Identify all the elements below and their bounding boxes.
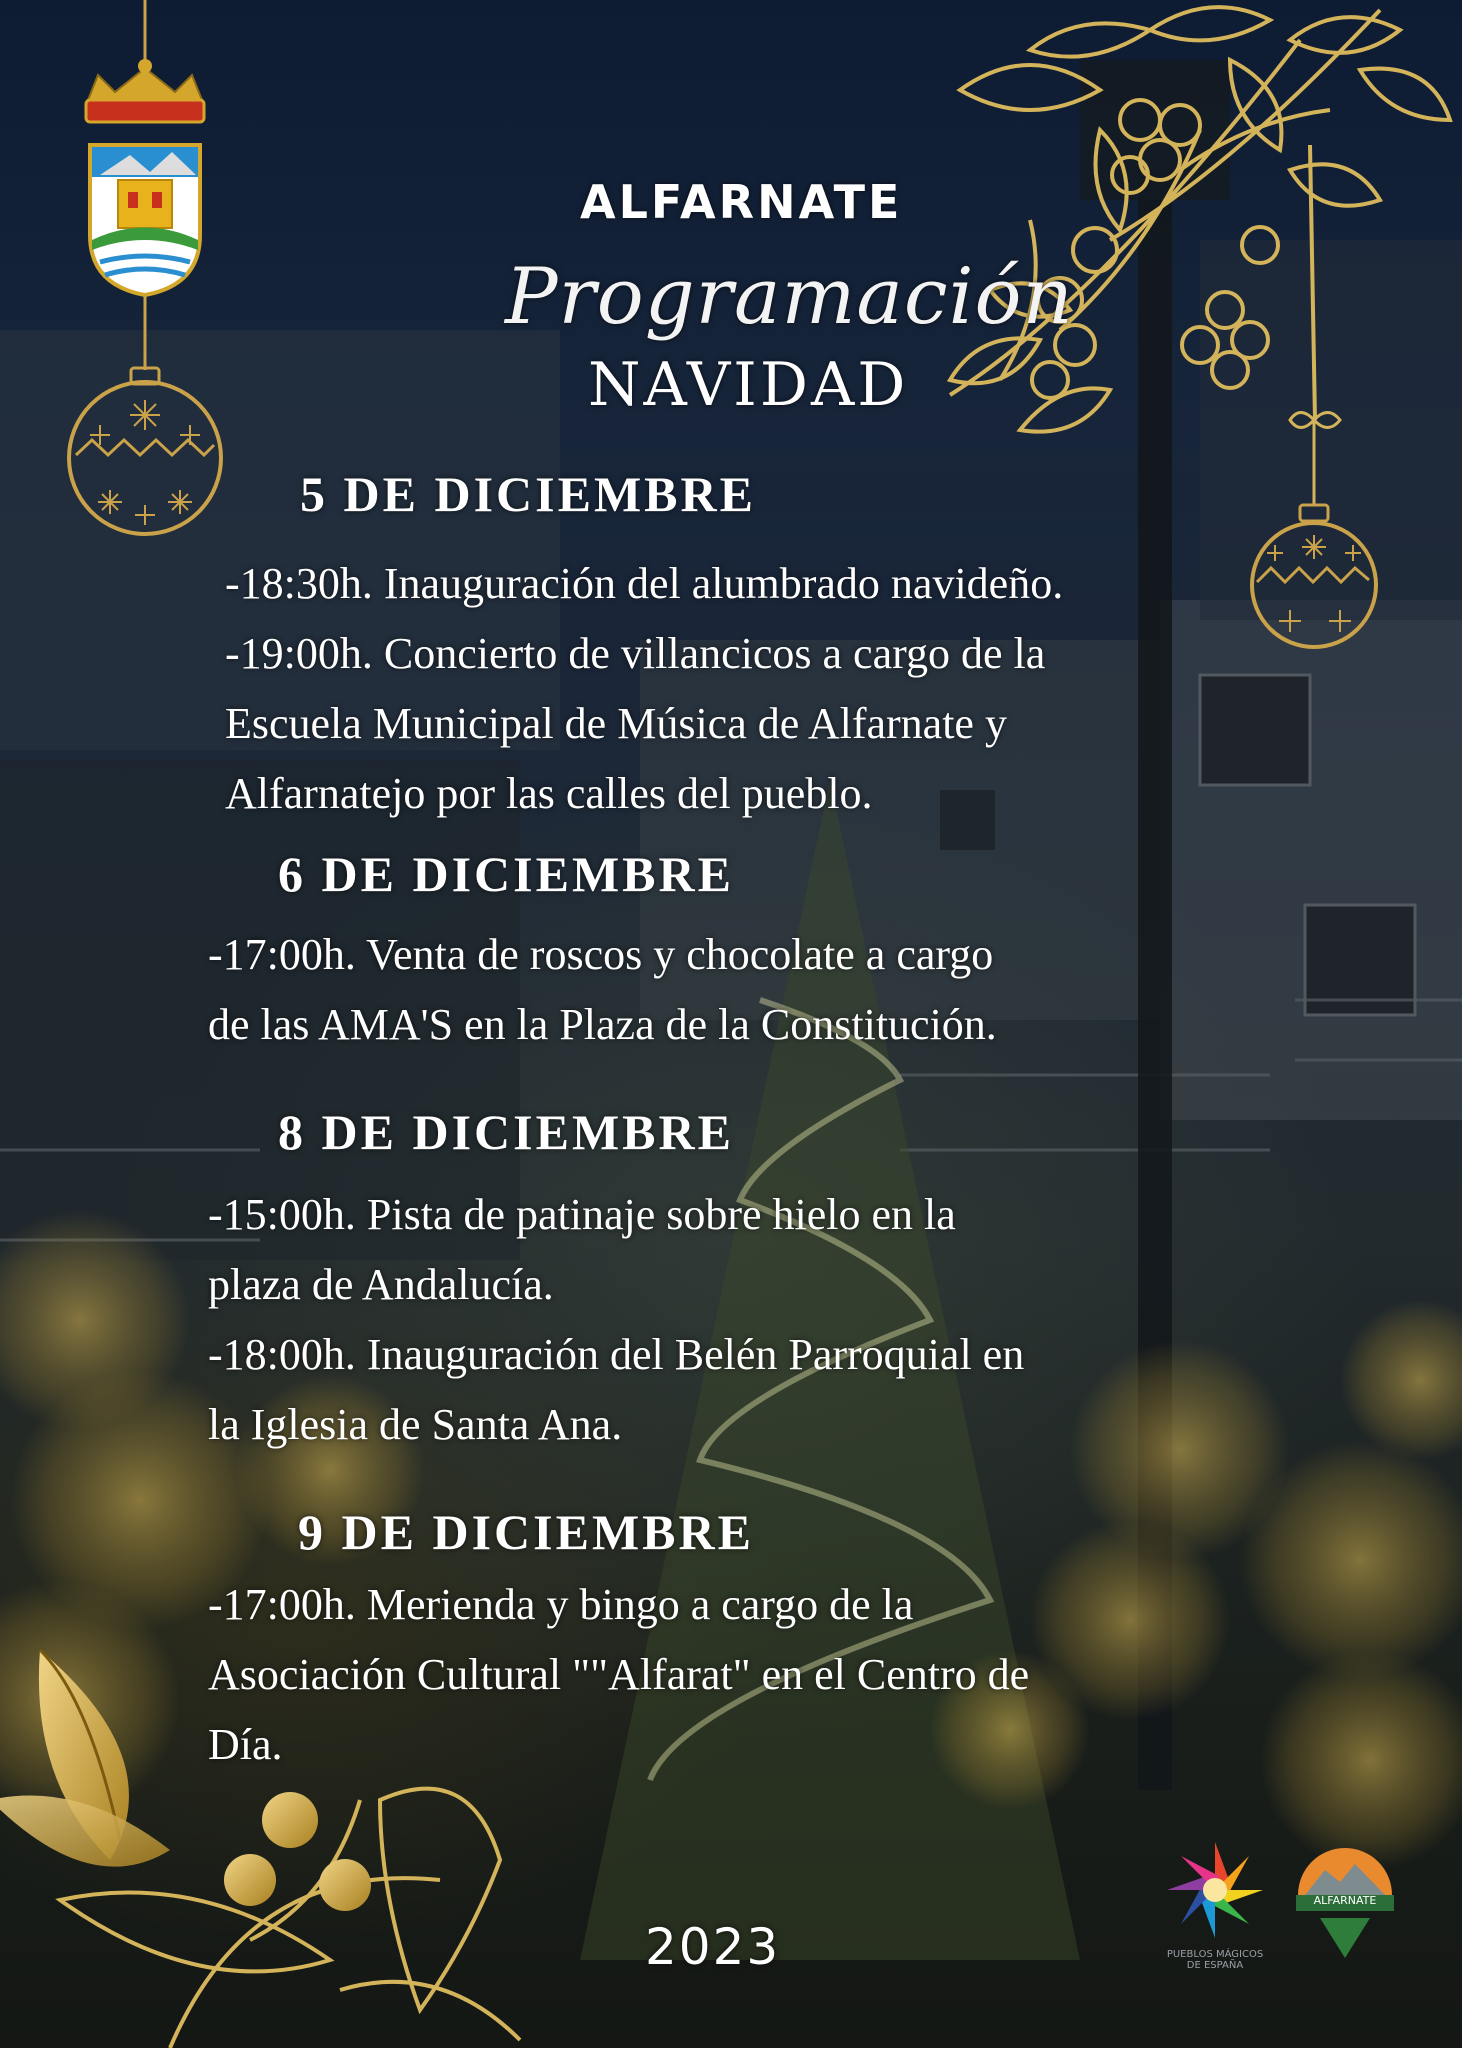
- event-line: -19:00h. Concierto de villancicos a cargo de la: [225, 629, 1046, 678]
- event-day-heading: 5 DE DICIEMBRE: [300, 466, 756, 522]
- event-day-heading: 6 DE DICIEMBRE: [278, 846, 734, 902]
- event-line: Asociación Cultural ""Alfarat" en el Centro de: [208, 1650, 1030, 1699]
- event-line: -17:00h. Merienda y bingo a cargo de la: [208, 1580, 914, 1629]
- event-line: -18:30h. Inauguración del alumbrado navideño.: [225, 559, 1064, 608]
- year-label: 2023: [645, 1918, 781, 1976]
- event-line: de las AMA'S en la Plaza de la Constitución.: [208, 1000, 997, 1049]
- event-line: Escuela Municipal de Música de Alfarnate y: [225, 699, 1007, 748]
- event-line: la Iglesia de Santa Ana.: [208, 1400, 623, 1449]
- logo-caption: ALFARNATE: [1313, 1894, 1377, 1907]
- alfarnate-logo-icon: [1290, 1840, 1400, 1970]
- event-line: Alfarnatejo por las calles del pueblo.: [225, 769, 873, 818]
- town-title: ALFARNATE: [580, 175, 903, 229]
- pueblos-magicos-logo-icon: [1160, 1835, 1270, 1995]
- page-subtitle: NAVIDAD: [588, 350, 909, 420]
- event-day-heading: 9 DE DICIEMBRE: [298, 1504, 754, 1560]
- script-title: Programación: [505, 252, 1074, 342]
- event-line: -15:00h. Pista de patinaje sobre hielo en la: [208, 1190, 956, 1239]
- event-line: -18:00h. Inauguración del Belén Parroquial en: [208, 1330, 1025, 1379]
- logo-caption: PUEBLOS MÁGICOS DE ESPAÑA: [1166, 1949, 1264, 1971]
- event-line: Día.: [208, 1720, 283, 1769]
- event-line: plaza de Andalucía.: [208, 1260, 554, 1309]
- event-day-heading: 8 DE DICIEMBRE: [278, 1104, 734, 1160]
- event-line: -17:00h. Venta de roscos y chocolate a cargo: [208, 930, 994, 979]
